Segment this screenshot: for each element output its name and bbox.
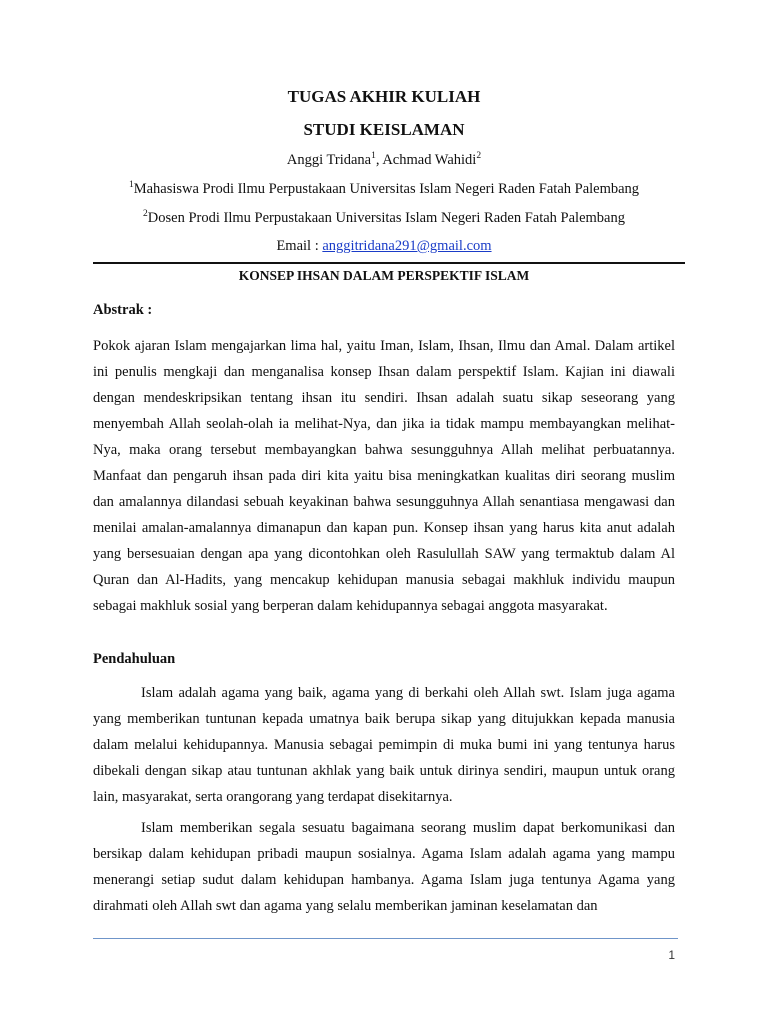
header-divider [93, 262, 685, 264]
author-line [0, 152, 768, 169]
affiliation-2-superscript: 2 [143, 209, 148, 219]
author-1-superscript: 1 [371, 151, 376, 161]
author-1-name: Anggi Tridana [286, 152, 372, 168]
affiliation-2-text: Dosen Prodi Ilmu Perpustakaan Universitas Islam Negeri Raden Fatah Palembang [147, 210, 625, 226]
page-number: 1 [668, 948, 675, 962]
abstract-paragraph: Pokok ajaran Islam mengajarkan lima hal, yaitu Iman, Islam, Ihsan, Ilmu dan Amal. Dalam artikel ini penulis mengkaji dan menganalisa konsep Ihsan dalam perspektif Islam. Kajian ini diawali dengan mendeskripsikan tentang ihsan itu sendiri. Ihsan adalah suatu sikap seseorang yang menyembah Allah seolah-olah ia melihat-Nya, dan jika ia tidak mampu membayangkan melihat-Nya, maka orang tersebut membayangkan bahwa sesungguhnya Allah melihat perbuatannya. Manfaat dan pengaruh ihsan pada diri kita yaitu bisa meningkatkan kualitas diri seorang muslim dan amalannya dilandasi sebuah keyakinan bahwa sesungguhnya Allah senantiasa mengawasi dan menilai amalan-amalannya dimanapun dan kapan pun. Konsep ihsan yang harus kita anut adalah yang bersesuaian dengan apa yang dicontohkan oleh Rasulullah SAW yang termaktub dalam Al Quran dan Al-Hadits, yang mencakup kehidupan manusia sebagai makhluk individu maupun sebagai makhluk sosial yang berperan dalam kehidupannya sebagai anggota masyarakat. [93, 338, 675, 614]
affiliation-1-text: Mahasiswa Prodi Ilmu Perpustakaan Universitas Islam Negeri Raden Fatah Palembang [133, 181, 640, 197]
affiliation-1 [0, 181, 768, 198]
footer-divider [93, 938, 678, 939]
email-line [0, 238, 768, 255]
document-subtitle: STUDI KEISLAMAN [303, 120, 465, 139]
introduction-paragraph-1: Islam adalah agama yang baik, agama yang di berkahi oleh Allah swt. Islam juga agama yang memberikan tuntunan kepada umatnya baik berupa sikap yang ditujukkan kepada manusia dalam melalui kehidupannya. Manusia sebagai pemimpin di muka bumi ini yang tentunya harus dibekali dengan sikap atau tuntunan akhlak yang baik untuk dirinya sendiri, maupun untuk orang lain, masyarakat, serta orangorang yang terdapat disekitarnya. [93, 685, 675, 805]
introduction-paragraph-2: Islam memberikan segala sesuatu bagaimana seorang muslim dapat berkomunikasi dan bersikap dalam kehidupan pribadi maupun sosialnya. Agama Islam adalah agama yang mampu menerangi setiap sudut dalam kehidupan hambanya. Agama Islam juga tentunya Agama yang dirahmati oleh Allah swt dan agama yang selalu memberikan jaminan keselamatan dan [93, 820, 675, 914]
abstract-heading: Abstrak : [93, 302, 153, 318]
document-title: TUGAS AKHIR KULIAH [287, 87, 481, 106]
article-title: KONSEP IHSAN DALAM PERSPEKTIF ISLAM [238, 268, 530, 283]
author-2-name: , Achmad Wahidi [375, 152, 477, 168]
introduction-heading: Pendahuluan [93, 651, 176, 667]
email-link[interactable]: anggitridana291@gmail.com [322, 238, 492, 254]
affiliation-2 [0, 210, 768, 227]
author-2-superscript: 2 [476, 151, 482, 161]
affiliation-1-superscript: 1 [128, 180, 134, 190]
email-label: Email : [276, 238, 323, 254]
